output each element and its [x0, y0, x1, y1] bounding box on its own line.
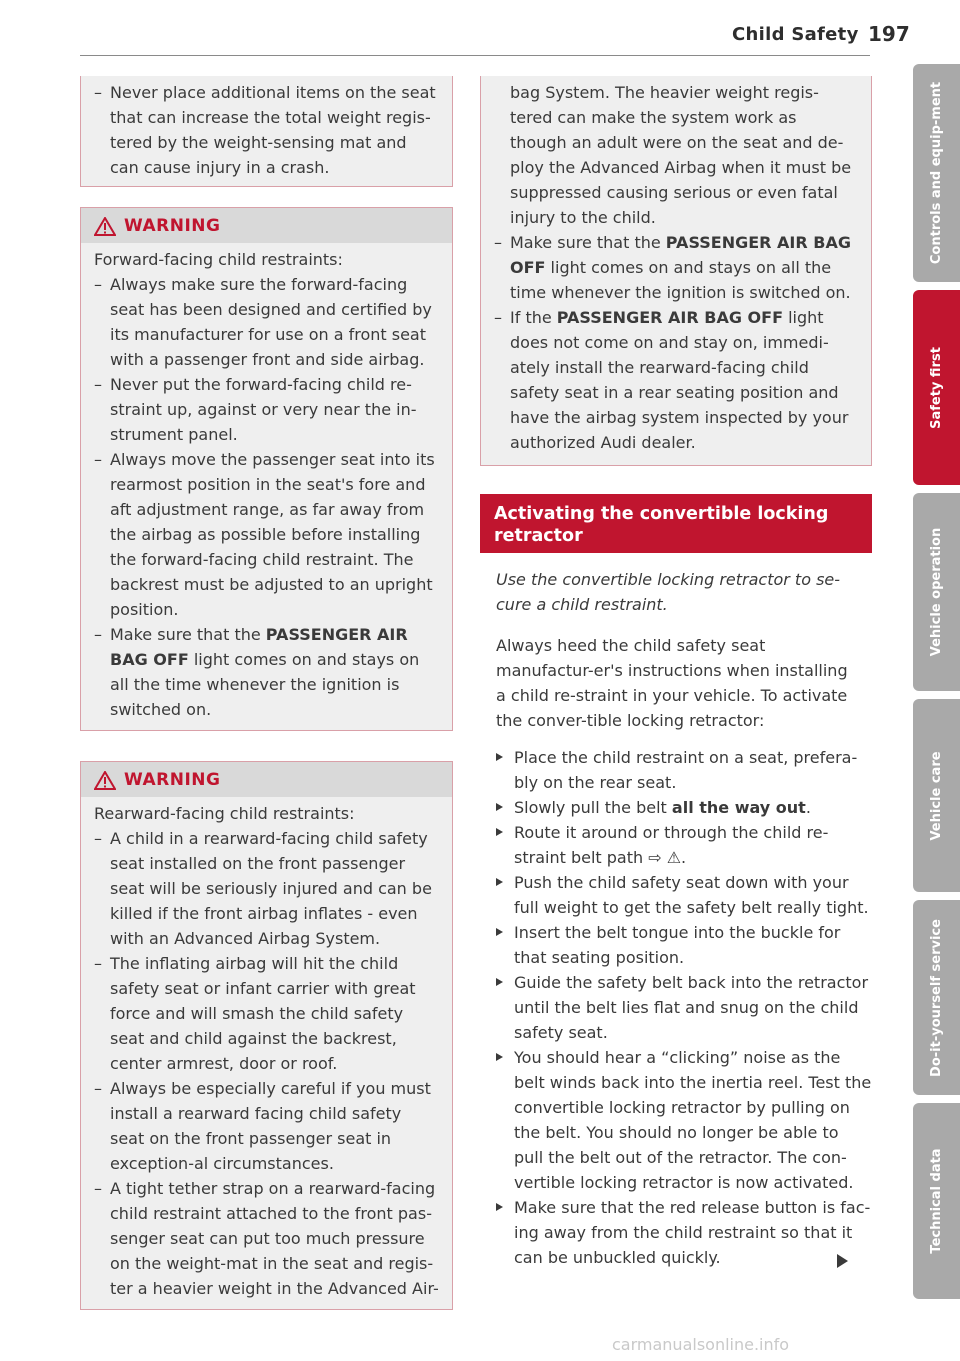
warning-triangle-icon	[94, 217, 116, 236]
tab-controls-and-equipment[interactable]: Controls and equip-ment	[913, 64, 960, 282]
step-item: Place the child restraint on a seat, prefera-bly on the rear seat.	[496, 745, 872, 795]
section-subtitle: Use the convertible locking retractor to se-cure a child restraint.	[496, 570, 841, 614]
warning-header	[81, 762, 452, 797]
left-column	[80, 76, 453, 1310]
warning-intro: Forward-facing child restraints:	[94, 250, 343, 269]
section-body: Always heed the child safety seat manufactur-er's instructions when installing a child re-straint in your vehicle. To activate the conver-tible locking retractor:	[496, 636, 848, 730]
continued-warning-box	[480, 76, 872, 466]
list-item: – Always make sure the forward-facing seat has been designed and certified by its manufacturer for use on a front seat with a passenger front and side airbag.	[94, 272, 439, 372]
page-number: 197	[868, 22, 910, 46]
step-item: Make sure that the red release button is fac-ing away from the child restraint so that it can be unbuckled quickly.	[496, 1195, 872, 1270]
warning-box-forward-facing	[80, 207, 453, 731]
step-item: You should hear a “clicking” noise as the belt winds back into the inertia reel. Test the convertible locking retractor by pulling on the belt. You should no longer be able to pull the belt out of the retractor. The con-vertible locking retractor is now activated.	[496, 1045, 872, 1195]
warning-triangle-icon	[94, 771, 116, 790]
tab-technical-data[interactable]: Technical data	[913, 1103, 960, 1299]
continued-warning-box	[80, 76, 453, 187]
step-item: Insert the belt tongue into the buckle for that seating position.	[496, 920, 872, 970]
list-item: – Make sure that the PASSENGER AIR BAG OFF light comes on and stays on all the time whenever the ignition is switched on.	[494, 230, 858, 305]
warning-box-rearward-facing	[80, 761, 453, 1310]
right-column	[480, 76, 872, 1270]
step-item: Route it around or through the child re-straint belt path ⇨ ⚠.	[496, 820, 872, 870]
list-item: – Always move the passenger seat into its rearmost position in the seat's fore and aft adjustment range, as far away from the airbag as possible before installing the forward-facing child restraint. The backrest must be adjusted to an upright position.	[94, 447, 439, 622]
watermark: carmanualsonline.info	[612, 1335, 790, 1354]
warning-title: WARNING	[124, 770, 221, 790]
continuation-text: bag System. The heavier weight regis-tered can make the system work as though an adult were on the seat and de-ploy the Advanced Airbag when it must be suppressed causing serious or even fatal injury to the child.	[510, 83, 852, 227]
step-item: Slowly pull the belt all the way out.	[496, 795, 872, 820]
warning-title: WARNING	[124, 216, 221, 236]
list-item: – A tight tether strap on a rearward-facing child restraint attached to the front pas-senger seat can put too much pressure on the weight-mat in the seat and regis-ter a heavier weight in the Advanced Air-	[94, 1176, 439, 1301]
list-item: – A child in a rearward-facing child safety seat installed on the front passenger seat will be seriously injured and can be killed if the front airbag inflates - even with an Advanced Airbag System.	[94, 826, 439, 951]
list-item: – Never place additional items on the seat that can increase the total weight regis-tered by the weight-sensing mat and can cause injury in a crash.	[94, 80, 439, 180]
tab-do-it-yourself-service[interactable]: Do-it-yourself service	[913, 900, 960, 1095]
step-list	[496, 745, 872, 1270]
list-item: – The inflating airbag will hit the child safety seat or infant carrier with great force and will smash the child safety seat and child against the backrest, center armrest, door or roof.	[94, 951, 439, 1076]
tab-vehicle-operation[interactable]: Vehicle operation	[913, 493, 960, 691]
header-divider	[80, 55, 870, 56]
tab-vehicle-care[interactable]: Vehicle care	[913, 699, 960, 892]
section-title: Child Safety	[732, 24, 859, 45]
list-item: – Always be especially careful if you must install a rearward facing child safety seat on the front passenger seat in exception-al circumstances.	[94, 1076, 439, 1176]
list-item: – Never put the forward-facing child re-straint up, against or very near the in-strument panel.	[94, 372, 439, 447]
step-item: Guide the safety belt back into the retractor until the belt lies flat and snug on the child safety seat.	[496, 970, 872, 1045]
warning-header	[81, 208, 452, 243]
list-item: – If the PASSENGER AIR BAG OFF light does not come on and stay on, immedi-ately install the rearward-facing child safety seat in a rear seating position and have the airbag system inspected by your authorized Audi dealer.	[494, 305, 858, 455]
step-item: Push the child safety seat down with your full weight to get the safety belt really tight.	[496, 870, 872, 920]
tab-safety-first[interactable]: Safety first	[913, 290, 960, 485]
continue-arrow-icon	[837, 1254, 848, 1268]
section-heading: Activating the convertible locking retractor	[480, 494, 872, 553]
list-item: – Make sure that the PASSENGER AIR BAG OFF light comes on and stays on all the time whenever the ignition is switched on.	[94, 622, 439, 722]
warning-intro: Rearward-facing child restraints:	[94, 804, 355, 823]
